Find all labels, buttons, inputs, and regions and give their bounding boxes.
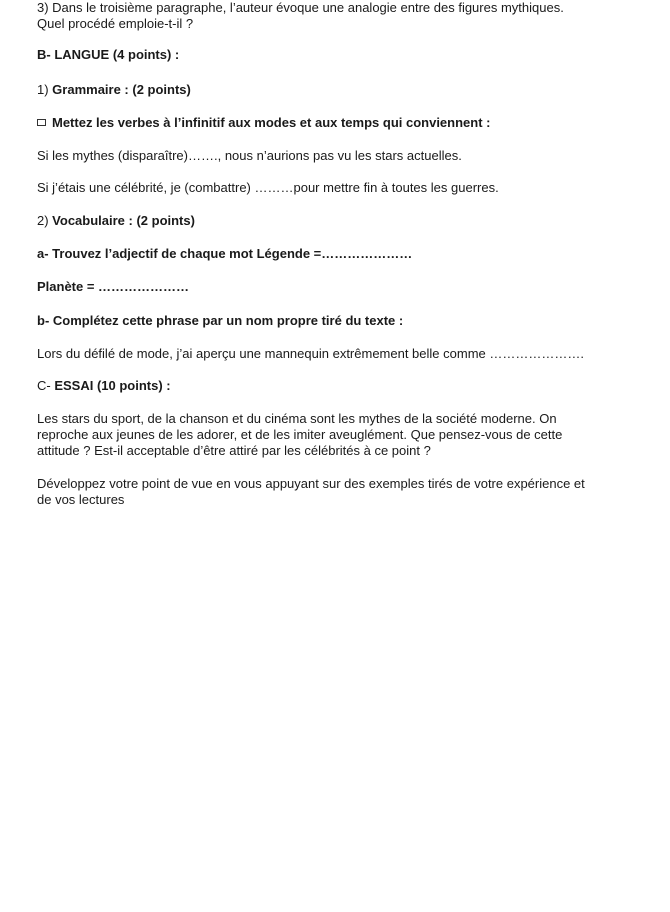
vocabulaire-b-instruction: b- Complétez cette phrase par un nom propre tiré du texte : xyxy=(37,313,404,328)
section-c-prefix: C- xyxy=(37,378,55,393)
section-c-heading xyxy=(37,378,171,394)
grammaire-title: Grammaire : (2 points) xyxy=(52,82,191,97)
grammaire-sentence-2: Si j’étais une célébrité, je (combattre) ………pour mettre fin à toutes les guerres. xyxy=(37,180,499,195)
section-b-title: B- LANGUE (4 points) : xyxy=(37,47,180,62)
essai-paragraph-2: Développez votre point de vue en vous appuyant sur des exemples tirés de votre expérience et de vos lectures xyxy=(37,476,585,507)
grammaire-sentence-1: Si les mythes (disparaître)……., nous n’aurions pas vu les stars actuelles. xyxy=(37,148,462,163)
vocabulaire-title: Vocabulaire : (2 points) xyxy=(52,213,195,228)
section-c-title: ESSAI (10 points) : xyxy=(54,378,171,393)
question-3-line-2: Quel procédé emploie-t-il ? xyxy=(37,16,194,31)
grammaire-instruction-text: Mettez les verbes à l’infinitif aux modes et aux temps qui conviennent : xyxy=(52,115,491,130)
grammaire-number: 1) xyxy=(37,82,53,97)
checkbox-bullet-icon xyxy=(37,119,46,126)
grammaire-heading xyxy=(37,82,191,98)
vocabulaire-heading xyxy=(37,213,195,229)
essai-paragraph-1: Les stars du sport, de la chanson et du cinéma sont les mythes de la société moderne. On reproche aux jeunes de les adorer, et de les imiter aveuglément. Que pensez-vous de cette attitude ? Est-il acceptable d’être attiré par les célébrités à ce point ? xyxy=(37,411,563,458)
vocabulaire-number: 2) xyxy=(37,213,53,228)
vocabulaire-a-instruction: a- Trouvez l’adjectif de chaque mot Légende =………………… xyxy=(37,246,413,261)
question-3-line-1: 3) Dans le troisième paragraphe, l’auteur évoque une analogie entre des figures mythiques. xyxy=(37,0,564,15)
vocabulaire-b-sentence: Lors du défilé de mode, j’ai aperçu une mannequin extrêmement belle comme …………………. xyxy=(37,346,584,361)
vocabulaire-planete: Planète = ………………… xyxy=(37,279,190,294)
grammaire-instruction xyxy=(37,115,491,131)
